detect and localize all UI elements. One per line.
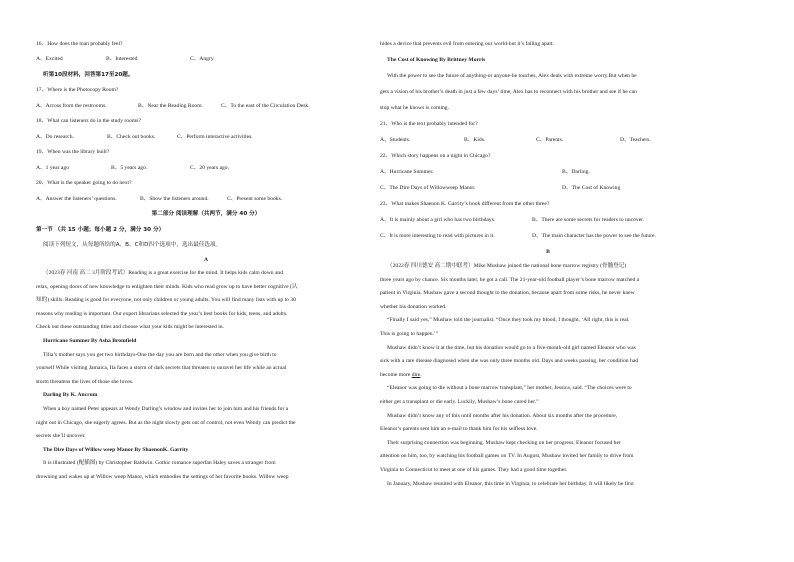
question-19-options: [36, 161, 376, 177]
text-fragment: become more: [380, 371, 412, 378]
question-19: 19、When was the library built?: [36, 149, 110, 155]
option: B、Show the listeners around.: [140, 195, 209, 202]
option: D、The main character has the power to see the future.: [532, 233, 656, 239]
question-20: 20、What is the speaker going to do next?: [36, 180, 132, 186]
text-line: Virginia to Connecticut to meet at one of his games. They had a good time together.: [380, 466, 568, 473]
text-line: Tilia’s mother says you get two birthdays-One the day you are born and the other when you give birth to: [43, 351, 277, 358]
question-17-options: [36, 99, 376, 115]
question-23: 23、What makes Shaenon K. Garrity’s book different from the other three?: [380, 201, 550, 207]
option: C、20 years ago.: [190, 164, 229, 171]
part-two-heading: 第二部分 阅读理解（共两节，满分 40 分）: [151, 211, 261, 217]
text-line: （2023春 河南 高二 3月阶段考试）Reading is a great exercise for the mind. It helps kids calm down and: [43, 270, 284, 277]
option: C、To the east of the Circulation Desk.: [221, 102, 310, 109]
question-16: 16、How does the man probably feel?: [36, 41, 123, 47]
option: A、Across from the restrooms.: [36, 102, 107, 109]
option: C、It is more interesting to read with pictures in it.: [380, 233, 495, 239]
question-18: 18、What can listeners do in the study rooms?: [36, 118, 141, 124]
passage-a-heading: A: [203, 256, 209, 263]
passage-a-intro: [36, 267, 376, 335]
option: C、The Dire Days of Willowweep Manor.: [380, 185, 476, 191]
text-line: three years ago by chance. Six months later, he got a call. The 21-year-old football player’s bone marrow matched a: [380, 276, 640, 283]
option: C、Angry.: [190, 56, 215, 62]
option: B、Interested: [106, 56, 138, 62]
text-line: either get a transplant or die early. Luckily, Mushaw’s bone cured her.”: [380, 398, 539, 405]
question-23-options-row1: [380, 212, 716, 228]
column-divider: [372, 40, 373, 520]
text-line: Eleanor’s parents sent him an e-mail to thank him for his selfless love.: [380, 426, 538, 433]
option: A、Excited: [36, 56, 63, 62]
text-line: storm threatens the lives of those she loves.: [36, 378, 134, 385]
listening-section-10: 听第10段材料，回答第17至20题。: [43, 71, 134, 78]
book-title: The Dire Days of Willow weep Manor By ShaenonK. Garrity: [43, 446, 189, 453]
question-21: 21、Who is the text probably intended for?: [380, 121, 478, 127]
text-line: [380, 369, 716, 383]
text-line: In January, Mushaw reunited with Eleanor, this time in Virginia, to celebrate her birthday. It will likely be first: [387, 480, 634, 487]
option: A、1 year ago: [36, 164, 69, 171]
text-line: When a boy named Peter appears at Wendy Darling’s window and invites her to join him and his friends for a: [43, 406, 289, 413]
question-16-options: [36, 52, 376, 68]
text-line: patient in Virginia. Mushaw gave a second thought to the donation, because apart from some risks, he never knew: [380, 290, 635, 297]
option: B、Darling.: [562, 169, 590, 175]
reading-instruction: 阅读下列短文，从每题所给的A、B、C和D四个选项中，选出最佳选项。: [43, 242, 222, 248]
question-22-options-row2: [380, 180, 716, 196]
text-line: Mushaw didn’t know it at the time, but his donation would go to a five-month-old girl named Eleanor who was: [387, 344, 636, 351]
text-line: whether his donation worked.: [380, 303, 447, 310]
text-line: stop what he knows is coming.: [380, 105, 449, 111]
text-line: attention on him, too, by watching his football games on TV. In August, Mushaw invited her family to drive from: [380, 453, 634, 460]
text-line: drowning and wakes up at Willow weep Manor, which embodies the settings of her favorite books. Willow weep: [36, 474, 289, 480]
underlined-word: dire: [411, 371, 421, 378]
book-title: The Cost of Knowing By Brittney Morris: [387, 57, 486, 63]
option: C、Perform interactive activities.: [177, 133, 253, 140]
option: A、Answer the listeners’ questions.: [36, 195, 117, 202]
text-line: （2022春 四川德安 高二期中联考）Mike Mushaw joined the national bone marrow registry (骨髓登记): [387, 263, 627, 269]
section-one-heading: 第一节 （共 15 小题；每小题 2 分，满分 30 分）: [36, 226, 165, 233]
text-line: night out in Chicago, she eagerly agrees. But as the night slowly gets out of control, not even Wendy can predict the: [36, 419, 296, 426]
option: B、There are some secrets for readers to uncover.: [532, 217, 645, 223]
right-column: [380, 36, 716, 491]
question-20-options: [36, 192, 376, 208]
option: A、It is mainly about a girl who has two birthdays.: [380, 217, 496, 223]
question-17: 17、Where is the Photocopy Room?: [36, 87, 119, 93]
text-line: This is going to happen.’”: [380, 330, 439, 337]
option: A、Hurricane Summer.: [380, 169, 434, 175]
text-line: sick with a rare disease diagnosed when she was only three months old. Days and weeks passing, her condition had: [380, 358, 639, 365]
passage-b-heading: B: [546, 249, 550, 255]
option: D、The Cost of Knowing: [562, 185, 621, 191]
text-line: 知的) skills. Reading is good for everyone, not only children or young adults. You will find many lists with up to 30: [36, 297, 296, 304]
option: C、Parents.: [536, 137, 564, 143]
text-line: “Eleanor was going to die without a bone marrow transplant,” her mother, Jessica, said. “The choices were to: [387, 385, 632, 392]
option: B、Kids.: [464, 137, 486, 143]
text-line: hides a device that prevents evil from entering our world-but it’s falling apart.: [380, 41, 555, 47]
question-21-options: [380, 132, 716, 148]
left-column: [36, 36, 376, 485]
text-line: Their surprising connection was beginning. Mushaw kept checking on her progress. Eleanor focused her: [387, 439, 621, 446]
option: B、5 years ago.: [111, 164, 148, 171]
text-line: With the power to see the future of anything-or anyone-he touches, Alex deals with extreme worry.But when he: [387, 73, 637, 79]
option: D、Teachers.: [620, 137, 651, 143]
text-line: reasons why reading is important. Our expert librarians selected the year’s best books for kids, teens, and adults.: [36, 310, 288, 317]
option: B、Near the Reading Room.: [138, 102, 203, 109]
text-line: “Finally I said yes,” Mushaw told the journalist. “Once they took my blood, I thought, ‘All right, this is real.: [387, 317, 630, 324]
option: B、Check out books.: [107, 133, 156, 140]
text-line: Check out these outstanding titles and choose what your kids might be interested in.: [36, 324, 224, 331]
question-23-options-row2: [380, 228, 716, 244]
option: A、Do research.: [36, 133, 74, 140]
text-line: Mushaw didn’t know any of this until months after his donation. About six months after the procedure,: [387, 412, 618, 419]
book-title: Hurricane Summer By Asha Bromfield: [43, 338, 137, 345]
text-line: relax, opening doors of new knowledge to enlighten their minds. Kids who read grow up to have better cognitive (认: [36, 283, 298, 290]
question-22-options-row1: [380, 164, 716, 180]
option: A、Students.: [380, 137, 411, 143]
option: C、Present some books.: [227, 195, 283, 202]
text-fragment: .: [420, 371, 422, 378]
text-line: secrets she’ll uncover.: [36, 433, 86, 440]
text-line: yourself While visiting Jamaica, Ila faces a storm of dark secrets that threaten to unravel her life while an actual: [36, 365, 287, 372]
question-22: 22、Which story happens on a night in Chicago?: [380, 153, 491, 159]
text-line: gets a vision of his brother’s death in just a few days’ time, Alex has to reconnect with his brother and see if he can: [380, 89, 637, 95]
question-18-options: [36, 130, 376, 146]
text-line: It is illustrated (配插图) by Christopher Baldwin. Gothic romance superfan Haley saves a stranger from: [43, 460, 276, 467]
book-title: Darling By K. Ancrum: [43, 392, 98, 399]
